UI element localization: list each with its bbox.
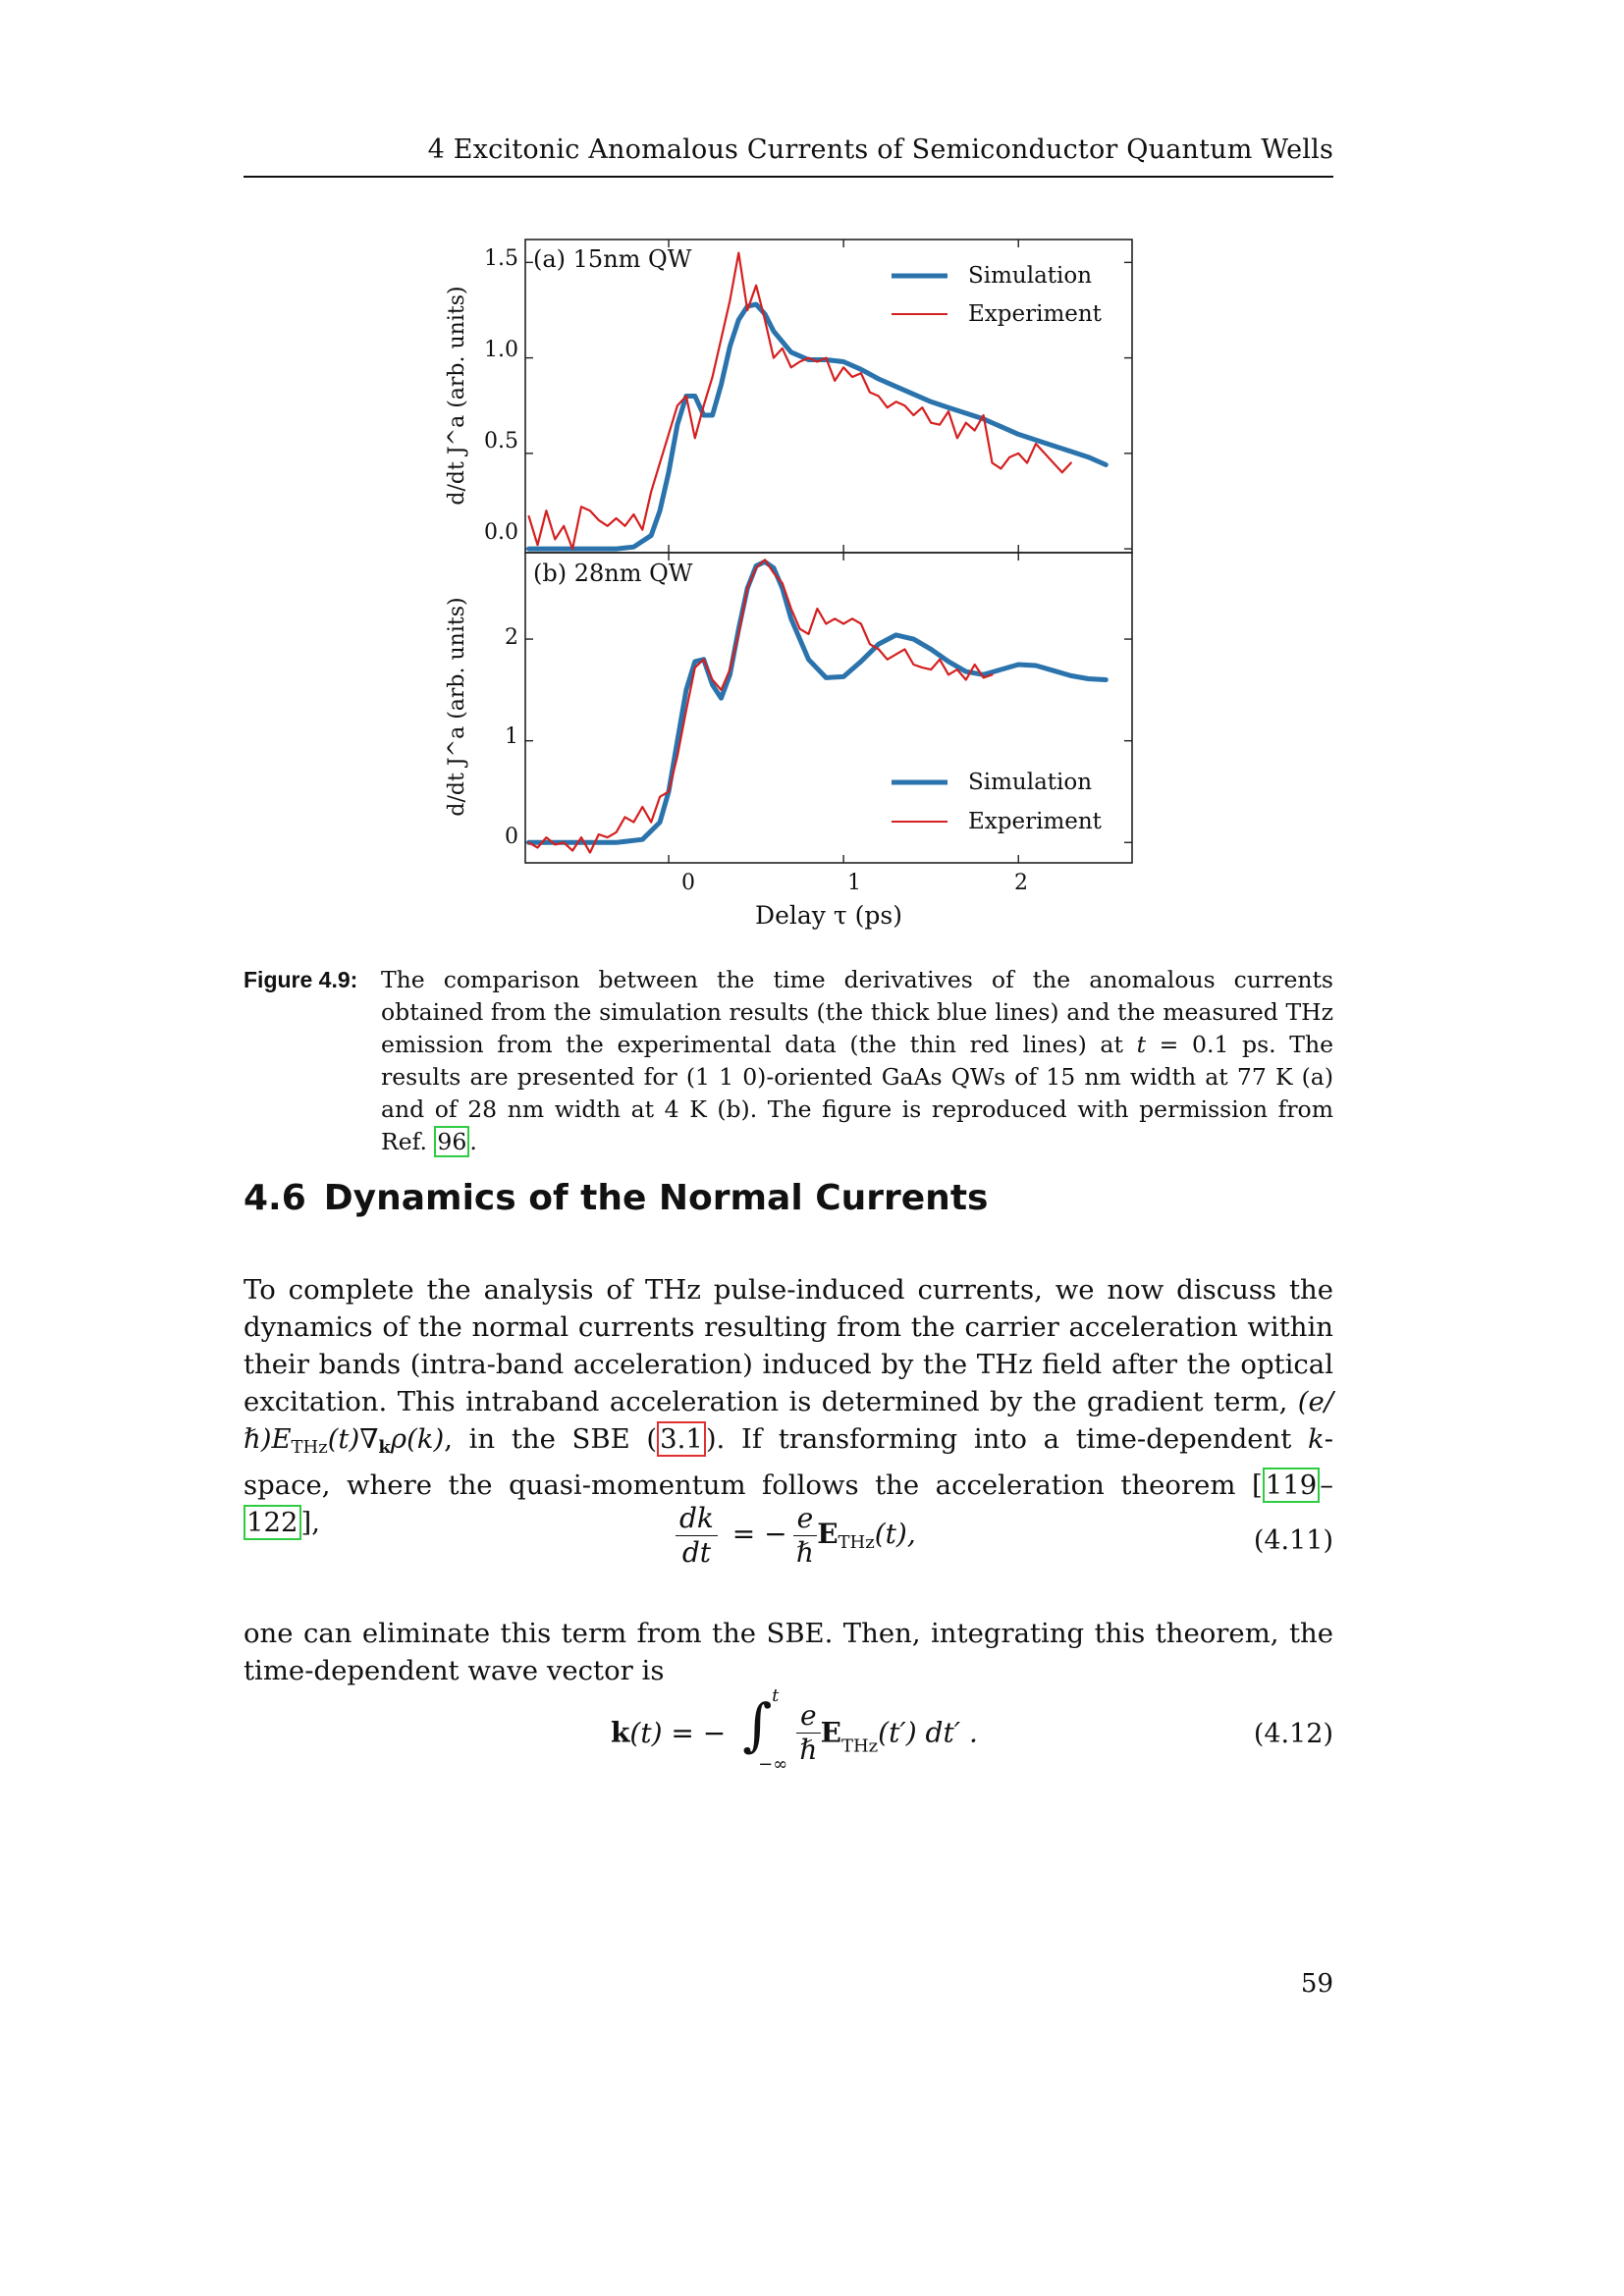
math-rest: (t)∇ <box>327 1423 379 1455</box>
y-axis-label-a: d/dt J^a (arb. units) <box>445 286 469 506</box>
caption-part2: = 0.1 ps. The results are presented for (1 1 0)-oriented GaAs QWs of 15 nm width at 77 K (a) and of 28 nm width at 4 K (b). The figure is reproduced with permission from Ref. <box>381 1031 1334 1155</box>
ytick-label-a-0.0: 0.0 <box>484 520 518 545</box>
para1-text4: -space, where the quasi-momentum follows the acceleration theorem [ <box>244 1423 1333 1501</box>
eq1-field: E <box>817 1518 839 1550</box>
panel-b-label: (b) 28nm QW <box>533 560 693 587</box>
xtick-label-2: 2 <box>1014 871 1028 895</box>
equation-4-12-body <box>611 1685 978 1775</box>
ytick-label-a-0.5: 0.5 <box>484 429 518 454</box>
eq2-num: e <box>796 1699 821 1734</box>
series-experiment-panel-a <box>529 253 1071 549</box>
para1-text5: ], <box>300 1507 320 1538</box>
eq1-lhs-num: dk <box>676 1502 718 1536</box>
xtick-label-0: 0 <box>681 871 695 895</box>
ref-link-96[interactable]: 96 <box>434 1126 469 1157</box>
eq1-arg: (t), <box>874 1518 916 1550</box>
eq2-fraction <box>796 1699 821 1767</box>
legend-a-experiment-label: Experiment <box>968 301 1102 327</box>
math-sub-k: k <box>378 1437 391 1458</box>
caption-end: . <box>469 1128 477 1155</box>
ytick-label-b-0: 0 <box>505 825 518 849</box>
eq1-rhs-num: e <box>793 1502 818 1536</box>
integral-sign: ∫ <box>742 1691 773 1758</box>
para1-text1: To complete the analysis of THz pulse-induced currents, we now discuss the dynamics of the normal currents resulting from the carrier acceleration within their bands (intra-band acceleration) induced by the THz field after the optical excitation. This intraband acceleration is determined by the gradient term, <box>244 1274 1333 1417</box>
paragraph-2: one can eliminate this term from the SBE. Then, integrating this theorem, the time-dependent wave vector is <box>244 1618 1333 1686</box>
equation-number-4-12: (4.12) <box>1253 1719 1333 1749</box>
section-heading <box>244 1178 988 1218</box>
legend-b-simulation-label: Simulation <box>968 770 1093 795</box>
caption-label: Figure 4.9: <box>244 967 358 992</box>
ref-link-eq-3-1[interactable]: 3.1 <box>657 1421 706 1457</box>
integral-lower: −∞ <box>758 1754 788 1775</box>
y-axis-label-b: d/dt J^a (arb. units) <box>445 597 469 817</box>
running-head: 4 Excitonic Anomalous Currents of Semiconductor Quantum Wells <box>427 134 1333 165</box>
legend-b-experiment-label: Experiment <box>968 809 1102 834</box>
eq1-rhs-fraction <box>793 1502 818 1570</box>
eq1-lhs-fraction <box>676 1502 718 1570</box>
paragraph-1 <box>244 1271 1333 1541</box>
panel-a-label: (a) 15nm QW <box>533 245 692 273</box>
header-rule <box>244 176 1333 178</box>
caption-text <box>381 964 1333 1158</box>
eq2-integral <box>742 1685 788 1775</box>
equation-4-11-body <box>676 1502 916 1570</box>
ref-link-119[interactable]: 119 <box>1263 1468 1321 1503</box>
eq1-field-sub: THz <box>838 1532 875 1553</box>
ref-dash: – <box>1320 1469 1333 1501</box>
eq1-rhs-den: ℏ <box>795 1536 814 1569</box>
para1-text3: ). If transforming into a time-dependent <box>705 1423 1309 1455</box>
figure-caption <box>244 964 1333 1158</box>
eq2-lhs: k <box>611 1716 630 1749</box>
k-symbol: k <box>1308 1423 1325 1455</box>
eq1-lhs-den: dt <box>681 1536 712 1569</box>
series-simulation-panel-b <box>529 561 1107 842</box>
ytick-label-b-2: 2 <box>505 625 518 650</box>
series-simulation-panel-a <box>529 304 1107 549</box>
eq2-field-sub: THz <box>840 1735 879 1757</box>
figure-4-9 <box>412 221 1159 947</box>
equation-number-4-11: (4.11) <box>1253 1525 1333 1556</box>
section-title-text: Dynamics of the Normal Currents <box>323 1178 989 1218</box>
eq1-equals: = − <box>731 1518 787 1550</box>
caption-part1: The comparison between the time derivatives of the anomalous currents obtained from the simulation results (the thick blue lines) and the measured THz emission from the experimental data (the thin red lines) at <box>381 966 1333 1058</box>
ytick-label-a-1.0: 1.0 <box>484 338 518 362</box>
ytick-label-a-1.5: 1.5 <box>484 246 518 271</box>
xtick-label-1: 1 <box>847 871 861 895</box>
figure-svg <box>412 221 1159 947</box>
ytick-label-b-1: 1 <box>505 724 518 749</box>
eq2-lhs-arg: (t) = − <box>629 1716 727 1749</box>
math-gradient: (e/ℏ)E <box>244 1386 1333 1455</box>
x-axis-label: Delay τ (ps) <box>755 901 902 930</box>
legend-a-simulation-label: Simulation <box>968 263 1093 289</box>
caption-t-symbol: t <box>1136 1031 1147 1058</box>
page-number: 59 <box>1300 1969 1333 1999</box>
section-number: 4.6 <box>244 1178 306 1218</box>
math-rho: ρ(k) <box>390 1423 445 1455</box>
para1-text2: , in the SBE ( <box>444 1423 658 1455</box>
integral-upper: t <box>772 1685 780 1706</box>
ref-link-122[interactable]: 122 <box>244 1505 301 1540</box>
eq2-field: E <box>820 1716 841 1749</box>
math-sub-thz: THz <box>291 1437 328 1458</box>
eq2-den: ℏ <box>799 1733 818 1766</box>
eq2-arg: (t′) dt′ . <box>878 1716 978 1749</box>
series-experiment-panel-b <box>529 560 993 852</box>
